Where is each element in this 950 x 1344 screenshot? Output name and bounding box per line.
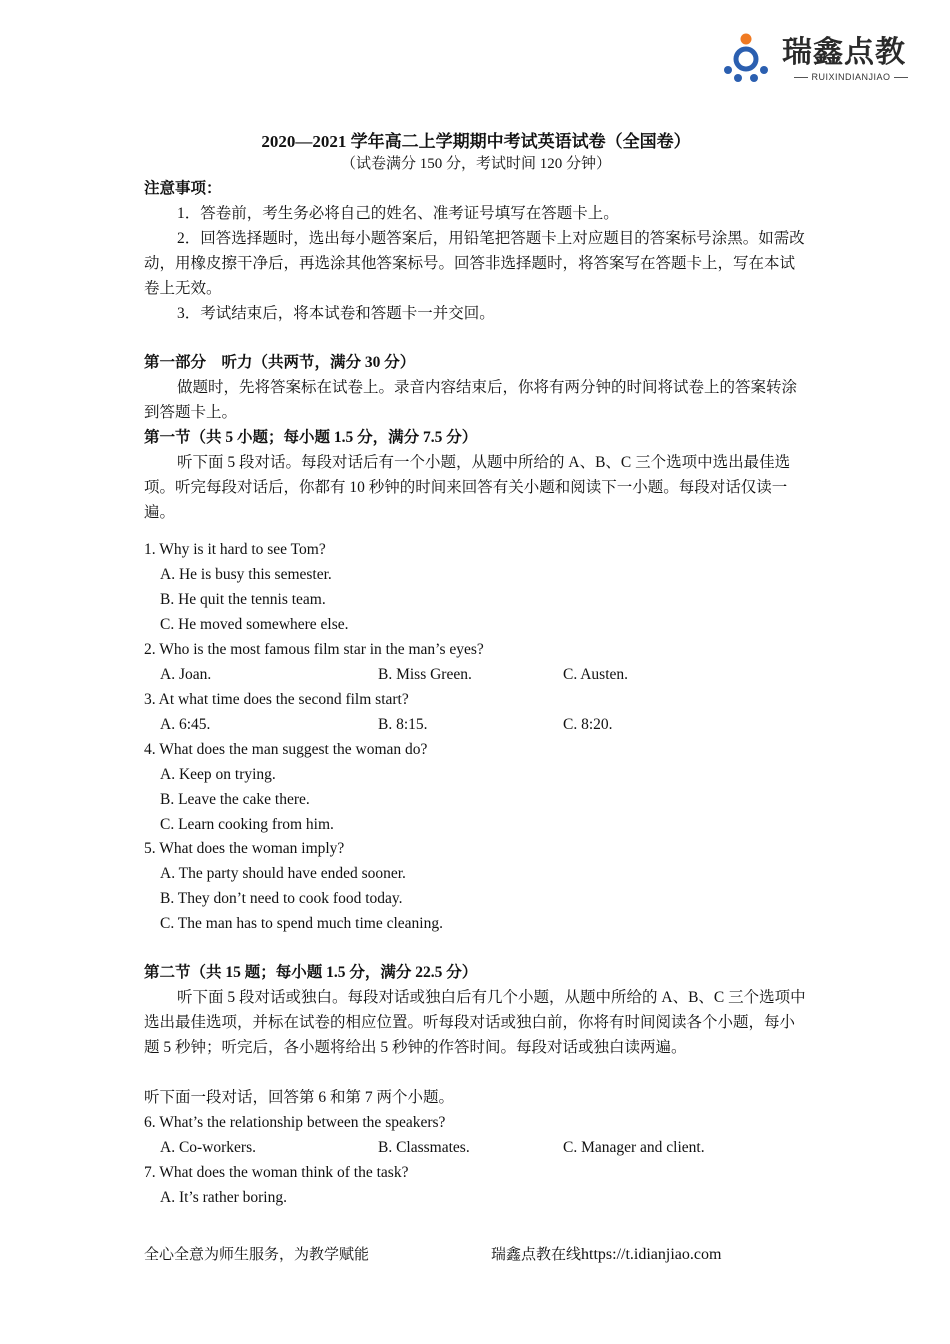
question-option: B. Leave the cake there.	[160, 791, 310, 808]
question-option: C. Manager and client.	[563, 1139, 705, 1156]
section1-heading: 第一节（共 5 小题；每小题 1.5 分，满分 7.5 分）	[144, 429, 478, 446]
footer-site	[491, 1243, 721, 1266]
footer-slogan	[144, 1243, 369, 1266]
question-option: C. 8:20.	[563, 716, 613, 733]
question-option: C. The man has to spend much time cleaning.	[160, 915, 443, 932]
question-stem: 7. What does the woman think of the task?	[144, 1164, 409, 1181]
section2-heading: 第二节（共 15 题；每小题 1.5 分，满分 22.5 分）	[144, 964, 478, 981]
logo-icon	[722, 30, 770, 84]
question-option: C. Learn cooking from him.	[160, 816, 334, 833]
notes-item: 1．答卷前，考生务必将自己的姓名、准考证号填写在答题卡上。	[177, 205, 619, 222]
question-stem: 6. What’s the relationship between the speakers?	[144, 1114, 446, 1131]
question-option: B. Classmates.	[378, 1139, 470, 1156]
question-option: A. Keep on trying.	[160, 766, 276, 783]
question-option: A. It’s rather boring.	[160, 1189, 287, 1206]
question-option: B. They don’t need to cook food today.	[160, 890, 403, 907]
section1-intro: 听下面 5 段对话。每段对话后有一个小题，从题中所给的 A、B、C 三个选项中选出最佳选项。听完每段对话后，你都有 10 秒钟的时间来回答有关小题和阅读下一小题。每段对话仅读一遍。	[144, 454, 791, 521]
question-stem: 5. What does the woman imply?	[144, 840, 345, 857]
question-option: C. Austen.	[563, 666, 629, 683]
question-stem: 4. What does the man suggest the woman do?	[144, 741, 428, 758]
question-option: A. He is busy this semester.	[160, 566, 332, 583]
logo-name: 瑞鑫点教	[782, 35, 906, 70]
question-stem: 1. Why is it hard to see Tom?	[144, 541, 326, 558]
question-option: B. Miss Green.	[378, 666, 472, 683]
footer-brand: 瑞鑫点教在线	[491, 1245, 582, 1263]
question-stem: 2. Who is the most famous film star in the man’s eyes?	[144, 641, 484, 658]
notes-item: 2．回答选择题时，选出每小题答案后，用铅笔把答题卡上对应题目的答案标号涂黑。如需改动，用橡皮擦干净后，再选涂其他答案标号。回答非选择题时，将答案写在答题卡上，写在本试卷上无效。	[144, 230, 805, 297]
question-option: B. He quit the tennis team.	[160, 591, 326, 608]
section2-lead: 听下面一段对话，回答第 6 和第 7 两个小题。	[144, 1089, 455, 1106]
question-option: A. Co-workers.	[160, 1139, 256, 1156]
section2-intro: 听下面 5 段对话或独白。每段对话或独白后有几个小题，从题中所给的 A、B、C 三个选项中选出最佳选项，并标在试卷的相应位置。听每段对话或独白前，你将有时间阅读各个小题，每小题 5 秒钟；听完后，各小题将给出 5 秒钟的作答时间。每段对话或独白读两遍。	[144, 989, 806, 1056]
question-option: C. He moved somewhere else.	[160, 616, 349, 633]
question-option: A. Joan.	[160, 666, 212, 683]
notes-heading: 注意事项：	[144, 180, 222, 197]
part1-intro: 做题时，先将答案标在试卷上。录音内容结束后，你将有两分钟的时间将试卷上的答案转涂到答题卡上。	[144, 379, 798, 421]
question-option: B. 8:15.	[378, 716, 428, 733]
footer-url[interactable]: https://t.idianjiao.com	[581, 1246, 722, 1263]
notes-item: 3．考试结束后，将本试卷和答题卡一并交回。	[177, 305, 495, 322]
page-title: 2020—2021 学年高二上学期期中考试英语试卷（全国卷）	[261, 132, 691, 151]
brand-logo	[722, 30, 932, 86]
question-option: A. The party should have ended sooner.	[160, 865, 406, 882]
footer-slogan-text: 全心全意为师生服务，为教学赋能	[144, 1245, 370, 1263]
logo-pinyin: RUIXINDIANJIAO	[782, 72, 920, 82]
question-stem: 3. At what time does the second film start?	[144, 691, 409, 708]
question-option: A. 6:45.	[160, 716, 211, 733]
part1-heading: 第一部分 听力（共两节，满分 30 分）	[144, 354, 416, 371]
page-subtitle: （试卷满分 150 分，考试时间 120 分钟）	[340, 156, 611, 172]
